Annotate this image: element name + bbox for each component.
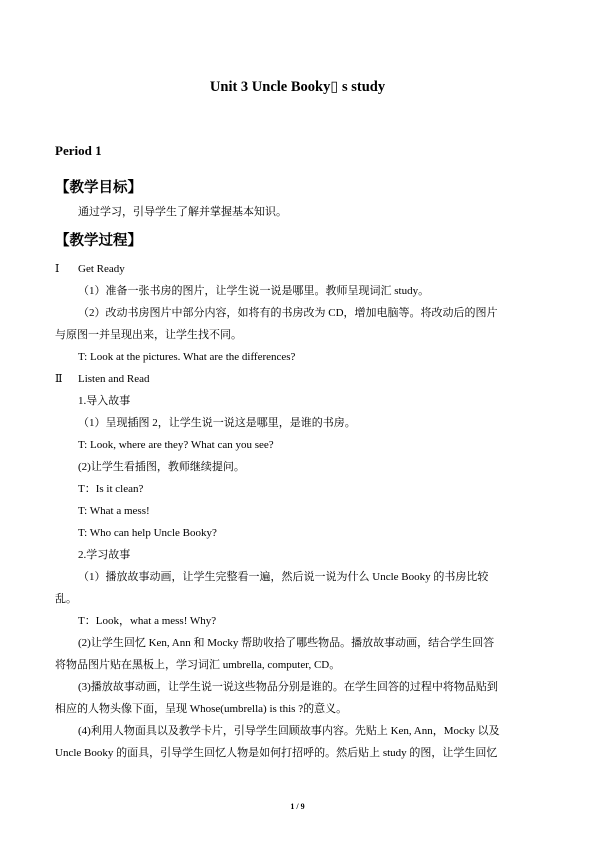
text-line: T: Look, where are they? What can you see? xyxy=(78,439,274,451)
text-line: （1）呈现插图 2，让学生说一说这是哪里，是谁的书房。 xyxy=(78,417,356,429)
section-heading-goals: 【教学目标】 xyxy=(55,180,142,196)
text-line: 1.导入故事 xyxy=(78,395,131,407)
text-line: （2）改动书房图片中部分内容，如将有的书房改为 CD，增加电脑等。将改动后的图片 xyxy=(78,307,498,319)
goal-text: 通过学习，引导学生了解并掌握基本知识。 xyxy=(78,206,287,218)
text-line: T: Who can help Uncle Booky? xyxy=(78,527,217,539)
text-line: （1）准备一张书房的图片，让学生说一说是哪里。教师呈现词汇 study。 xyxy=(78,285,430,297)
text-line: (2)让学生看插图，教师继续提问。 xyxy=(78,461,245,473)
text-line: (2)让学生回忆 Ken, Ann 和 Mocky 帮助收拾了哪些物品。播放故事动画，结合学生回答 xyxy=(78,637,495,649)
text-line: 与原图一并呈现出来，让学生找不同。 xyxy=(55,329,242,341)
text-line: 相应的人物头像下面，呈现 Whose(umbrella) is this ?的意义。 xyxy=(55,703,348,715)
period-heading: Period 1 xyxy=(55,143,102,158)
section-heading-process: 【教学过程】 xyxy=(55,233,142,249)
roman-numeral-1: Ⅰ xyxy=(55,263,60,275)
text-line: Get Ready xyxy=(78,263,125,275)
text-line: 2.学习故事 xyxy=(78,549,131,561)
text-line: T: Look at the pictures. What are the differences? xyxy=(78,351,296,363)
text-line: T：Is it clean? xyxy=(78,483,144,495)
text-line: Listen and Read xyxy=(78,373,150,385)
text-line: （1）播放故事动画，让学生完整看一遍，然后说一说为什么 Uncle Booky 的书房比较 xyxy=(78,571,489,583)
text-line: T：Look，what a mess! Why? xyxy=(78,615,217,627)
text-line: 将物品图片贴在黑板上，学习词汇 umbrella, computer, CD。 xyxy=(55,659,341,671)
text-line: 乱。 xyxy=(55,593,77,605)
text-line: T: What a mess! xyxy=(78,505,150,517)
document-title: Unit 3 Uncle Booky▯ s study xyxy=(209,79,386,95)
text-line: (3)播放故事动画，让学生说一说这些物品分别是谁的。在学生回答的过程中将物品贴到 xyxy=(78,681,498,693)
text-line: (4)利用人物面具以及教学卡片，引导学生回顾故事内容。先贴上 Ken, Ann，Mocky 以及 xyxy=(78,725,500,737)
text-line: Uncle Booky 的面具，引导学生回忆人物是如何打招呼的。然后贴上 study 的图，让学生回忆 xyxy=(55,747,498,759)
roman-numeral-2: Ⅱ xyxy=(55,373,63,385)
page-number: 1 / 9 xyxy=(290,802,305,811)
